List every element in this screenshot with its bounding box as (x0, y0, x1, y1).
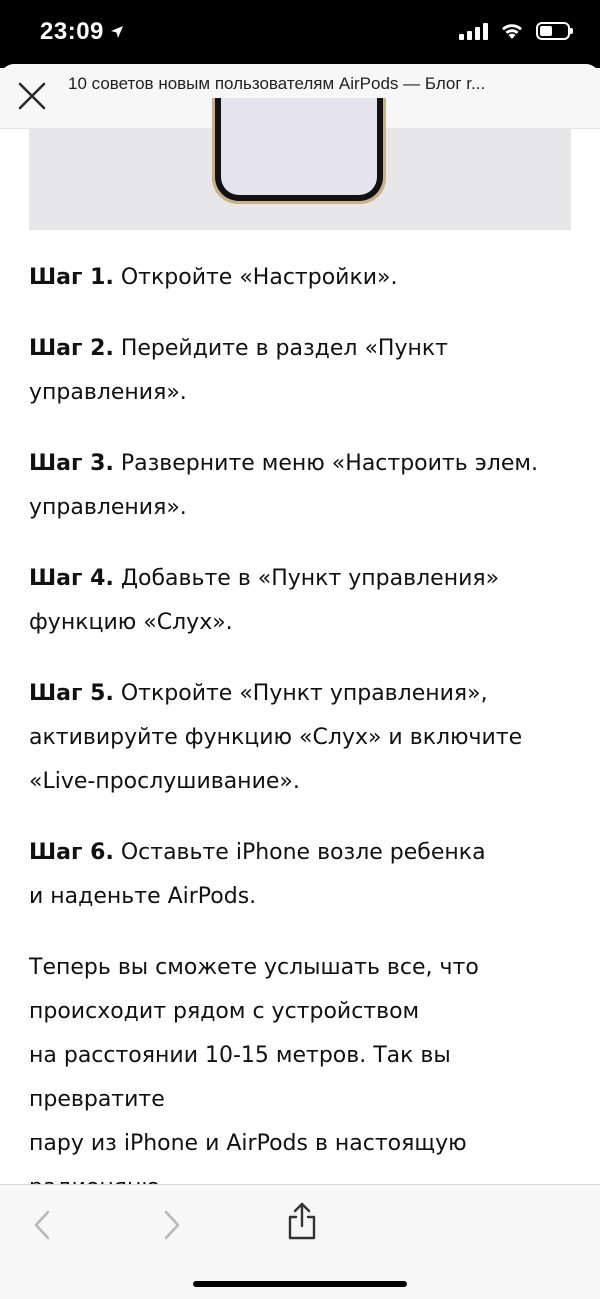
status-bar (0, 0, 600, 68)
browser-toolbar (0, 1184, 600, 1299)
cellular-signal-icon (459, 22, 488, 40)
iphone-image (212, 98, 386, 204)
chevron-left-icon (32, 1209, 52, 1241)
status-time (40, 18, 124, 46)
hero-image (29, 128, 571, 230)
status-icons (459, 22, 570, 40)
step-6: Шаг 6. Оставьте iPhone возле ребенка и наденьте AirPods. (29, 840, 486, 909)
battery-icon (536, 22, 570, 40)
chevron-right-icon (162, 1209, 182, 1241)
step-3: Шаг 3. Разверните меню «Настроить элем. управления». (29, 451, 538, 520)
back-button[interactable] (22, 1205, 62, 1245)
step-4: Шаг 4. Добавьте в «Пункт управления» функцию «Слух». (29, 566, 500, 635)
share-icon (284, 1201, 320, 1241)
share-button[interactable] (282, 1201, 322, 1241)
page-title: 10 советов новым пользователям AirPods — Блог r... (68, 74, 486, 93)
step-1: Шаг 1. Откройте «Настройки». (29, 265, 398, 290)
clock-label: 23:09 (40, 18, 104, 45)
article-body (29, 256, 579, 1210)
summary-paragraph: Теперь вы сможете услышать все, что происходит рядом с устройством на расстоянии 10-15 метров. Так вы превратите пару из iPhone и AirPods в настоящую (29, 955, 479, 1156)
step-5: Шаг 5. Откройте «Пункт управления», активируйте функцию «Слух» и включите «Live-прослушивание». (29, 681, 523, 794)
step-2: Шаг 2. Перейдите в раздел «Пункт управления». (29, 336, 448, 405)
article-content (0, 128, 600, 1184)
home-indicator[interactable] (193, 1281, 407, 1287)
forward-button[interactable] (152, 1205, 192, 1245)
wifi-icon (500, 22, 524, 40)
location-arrow-icon (110, 25, 124, 39)
